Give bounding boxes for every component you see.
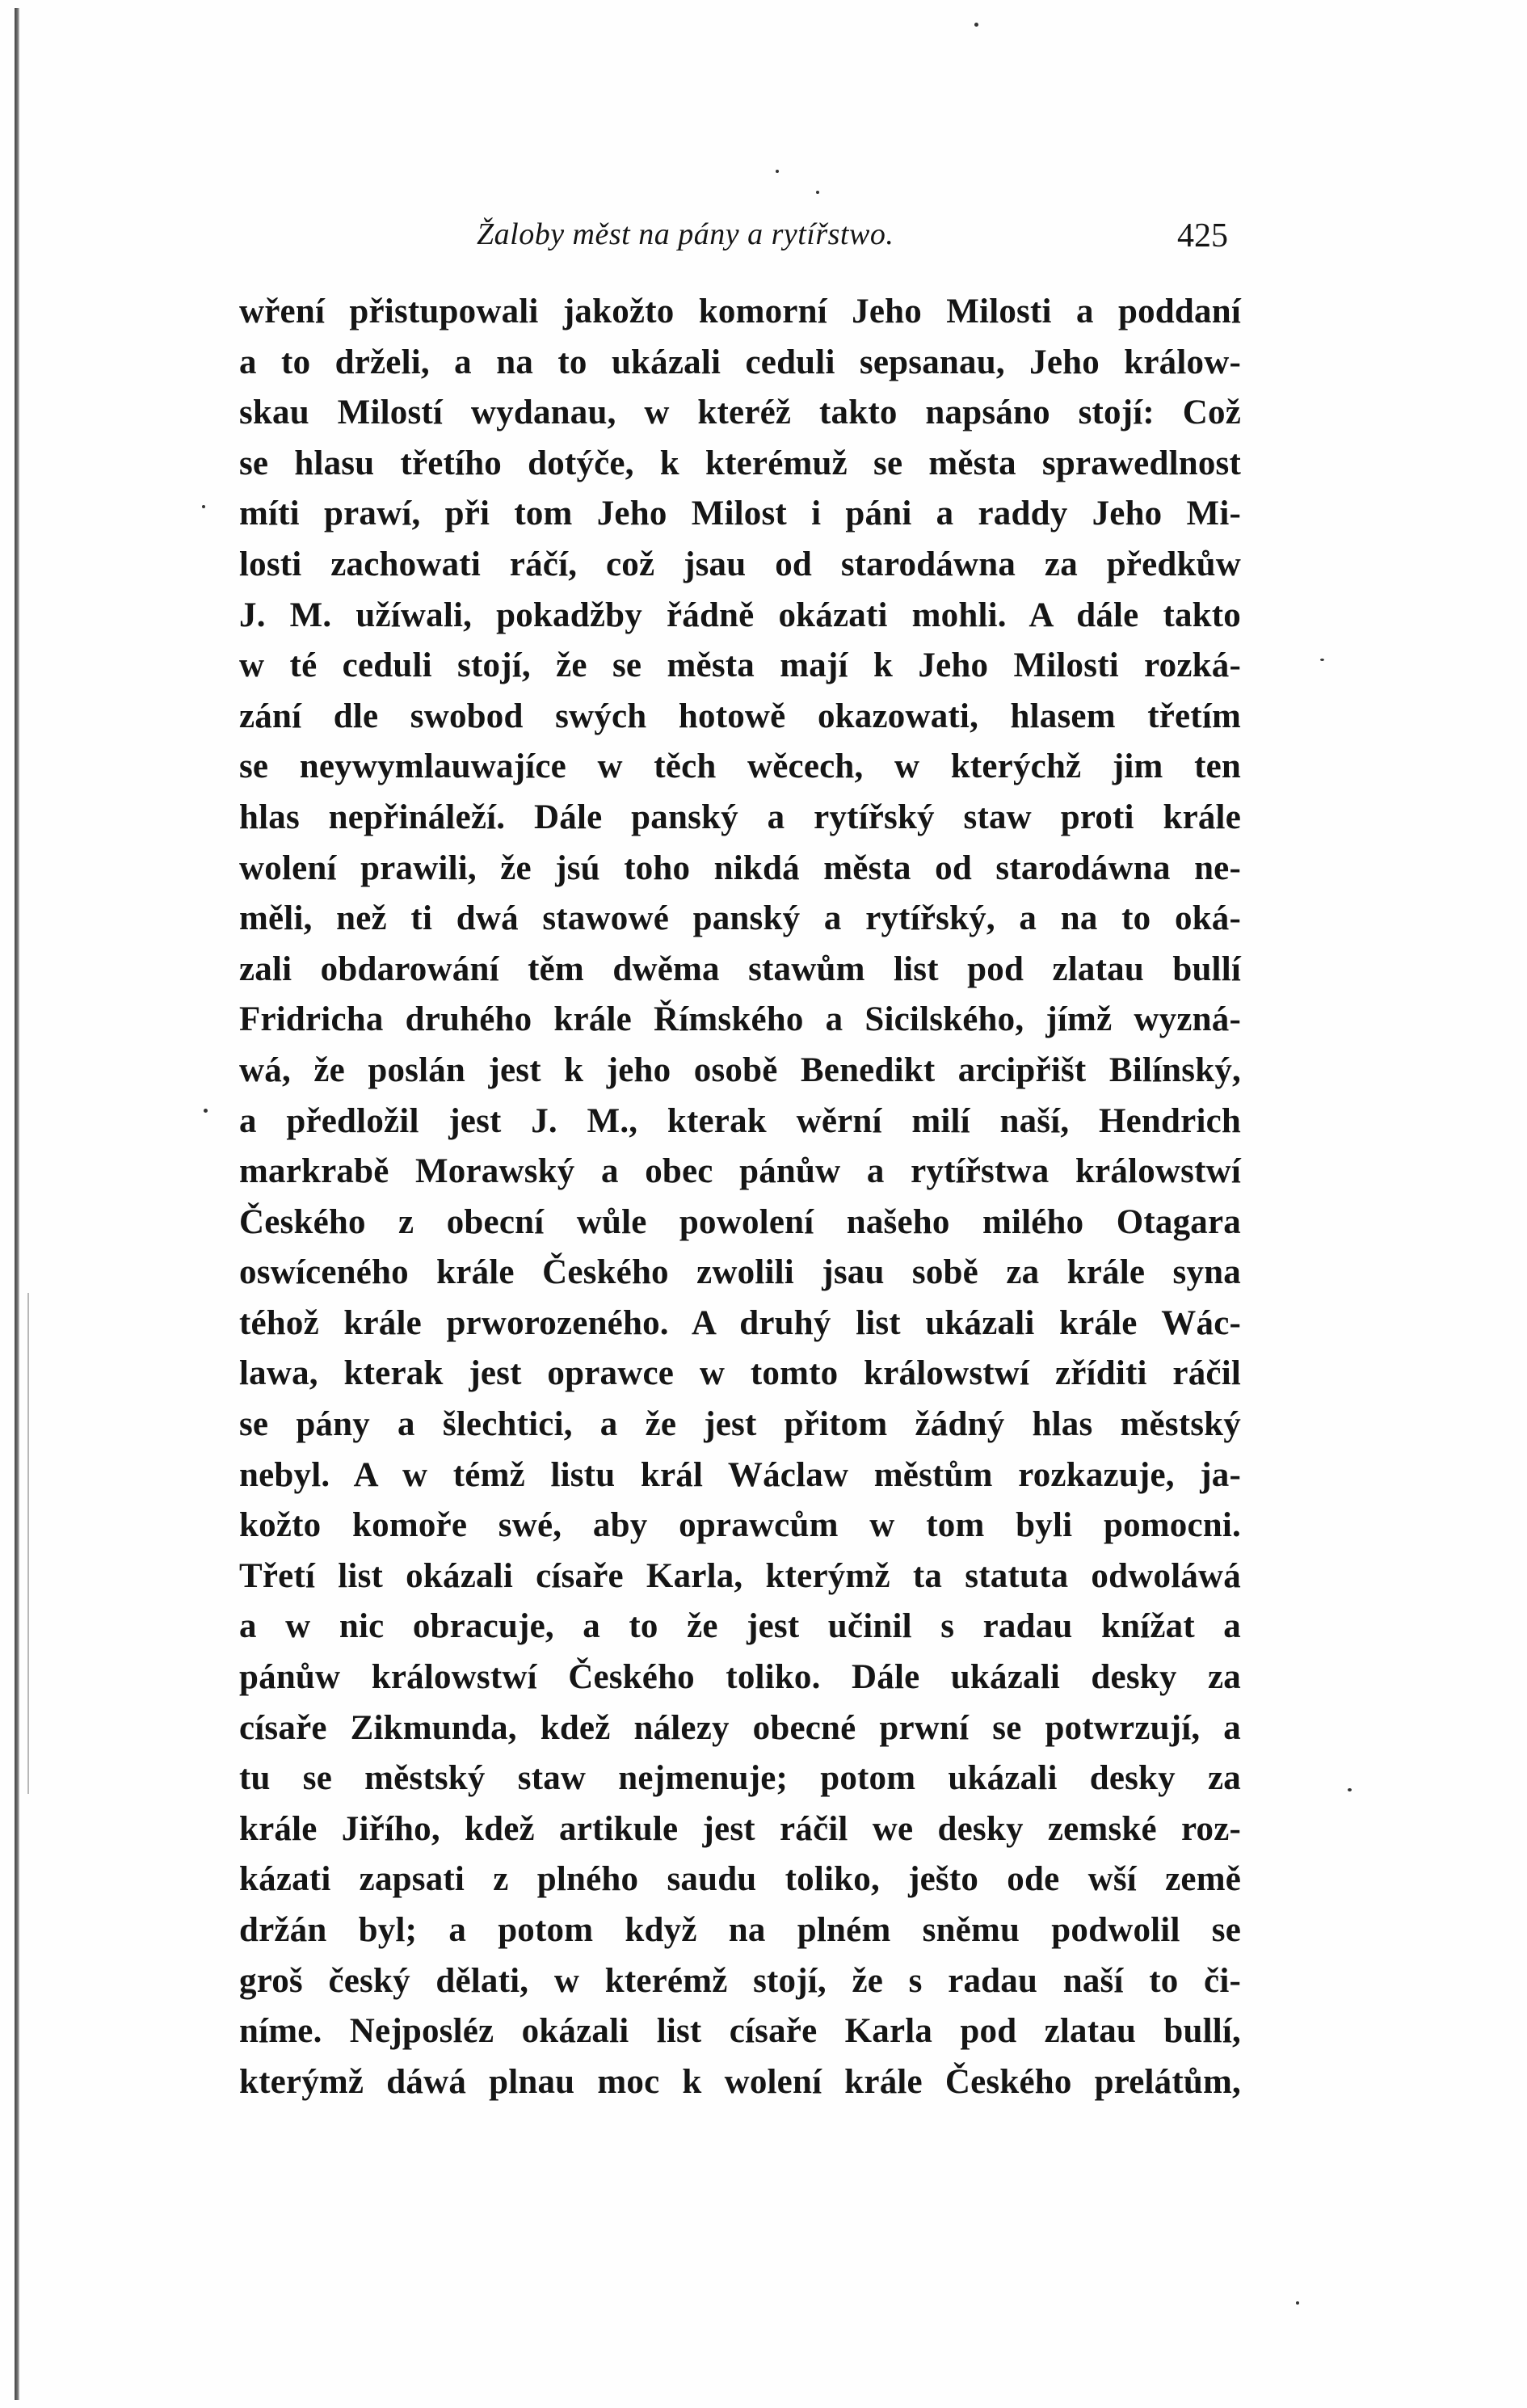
print-speck: [974, 23, 978, 27]
text-line: Třetí list okázali císaře Karla, kterýmž ta statuta odwoláwá: [239, 1556, 1241, 1595]
text-line: pánůw králowstwí Českého toliko. Dále ukázali desky za: [239, 1658, 1241, 1697]
text-line: wření přistupowali jakožto komorní Jeho Milosti a poddaní: [239, 293, 1241, 330]
text-line: kterýmž dáwá plnau moc k wolení krále Českého prelátům,: [239, 2062, 1241, 2101]
text-line: téhož krále prworozeného. A druhý list ukázali krále Wác-: [239, 1303, 1241, 1342]
text-line: krále Jiřího, kdež artikule jest ráčil we desky zemské roz-: [239, 1809, 1241, 1848]
text-line: w té ceduli stojí, že se města mají k Jeho Milosti rozká-: [239, 646, 1241, 685]
text-line: J. M. užíwali, pokadžby řádně okázati mohli. A dále takto: [239, 596, 1241, 634]
text-line: wolení prawili, že jsú toho nikdá města od starodáwna ne-: [239, 848, 1241, 887]
text-line: hlas nepřináleží. Dále panský a rytířský staw proti krále: [239, 798, 1241, 836]
text-line: a w nic obracuje, a to že jest učinil s radau knížat a: [239, 1607, 1241, 1646]
text-line: zání dle swobod swých hotowě okazowati, hlasem třetím: [239, 697, 1241, 735]
page-number: 425: [1177, 217, 1228, 255]
text-line: Českého z obecní wůle powolení našeho milého Otagara: [239, 1202, 1241, 1241]
binding-shadow: [27, 1293, 29, 1794]
binding-edge: [15, 8, 19, 2400]
text-line: kázati zapsati z plného saudu toliko, ješto ode wší země: [239, 1860, 1241, 1899]
text-line: kožto komoře swé, aby oprawcům w tom byli pomocni.: [239, 1506, 1241, 1545]
text-line: držán byl; a potom když na plném sněmu podwolil se: [239, 1911, 1241, 1949]
text-line: nebyl. A w témž listu král Wáclaw městům rozkazuje, ja-: [239, 1455, 1241, 1494]
print-speck: [1320, 659, 1324, 661]
text-line: skau Milostí wydanau, w kteréž takto napsáno stojí: Což: [239, 394, 1241, 432]
text-line: groš český dělati, w kterémž stojí, že s radau naší to či-: [239, 1961, 1241, 2000]
print-speck: [1348, 1788, 1352, 1791]
text-line: a předložil jest J. M., kterak wěrní milí naší, Hendrich: [239, 1101, 1241, 1140]
running-title: Žaloby měst na pány a rytířstwo.: [477, 217, 894, 251]
text-line: zali obdarowání těm dwěma stawům list pod zlatau bullí: [239, 949, 1241, 988]
print-speck: [204, 1109, 208, 1113]
text-line: se neywymlauwajíce w těch wěcech, w kterýchž jim ten: [239, 747, 1241, 786]
text-line: oswíceného krále Českého zwolili jsau sobě za krále syna: [239, 1253, 1241, 1292]
text-line: se pány a šlechtici, a že jest přitom žádný hlas městský: [239, 1405, 1241, 1444]
text-line: wá, že poslán jest k jeho osobě Benedikt arcipřišt Bilínský,: [239, 1050, 1241, 1089]
print-speck: [776, 170, 779, 173]
text-line: míti prawí, při tom Jeho Milost i páni a raddy Jeho Mi-: [239, 495, 1241, 533]
text-line: markrabě Morawský a obec pánůw a rytířstwa králowstwí: [239, 1152, 1241, 1191]
text-line: lawa, kterak jest oprawce w tomto králowstwí zříditi ráčil: [239, 1354, 1241, 1393]
print-speck: [1296, 2301, 1299, 2305]
print-speck: [202, 505, 205, 508]
print-speck: [816, 191, 819, 194]
text-line: Fridricha druhého krále Římského a Sicilského, jímž wyzná-: [239, 1000, 1241, 1039]
text-line: císaře Zikmunda, kdež nálezy obecné prwní se potwrzují, a: [239, 1708, 1241, 1747]
text-line: a to drželi, a na to ukázali ceduli sepsanau, Jeho králow-: [239, 343, 1241, 381]
text-line: níme. Nejposléz okázali list císaře Karla pod zlatau bullí,: [239, 2012, 1241, 2051]
text-line: se hlasu třetího dotýče, k kterémuž se města sprawedlnost: [239, 444, 1241, 482]
text-line: měli, než ti dwá stawowé panský a rytířský, a na to oká-: [239, 899, 1241, 938]
body-text: [239, 287, 1241, 2107]
text-line: tu se městský staw nejmenuje; potom ukázali desky za: [239, 1759, 1241, 1798]
text-line: losti zachowati ráčí, což jsau od starodáwna za předkůw: [239, 545, 1241, 583]
